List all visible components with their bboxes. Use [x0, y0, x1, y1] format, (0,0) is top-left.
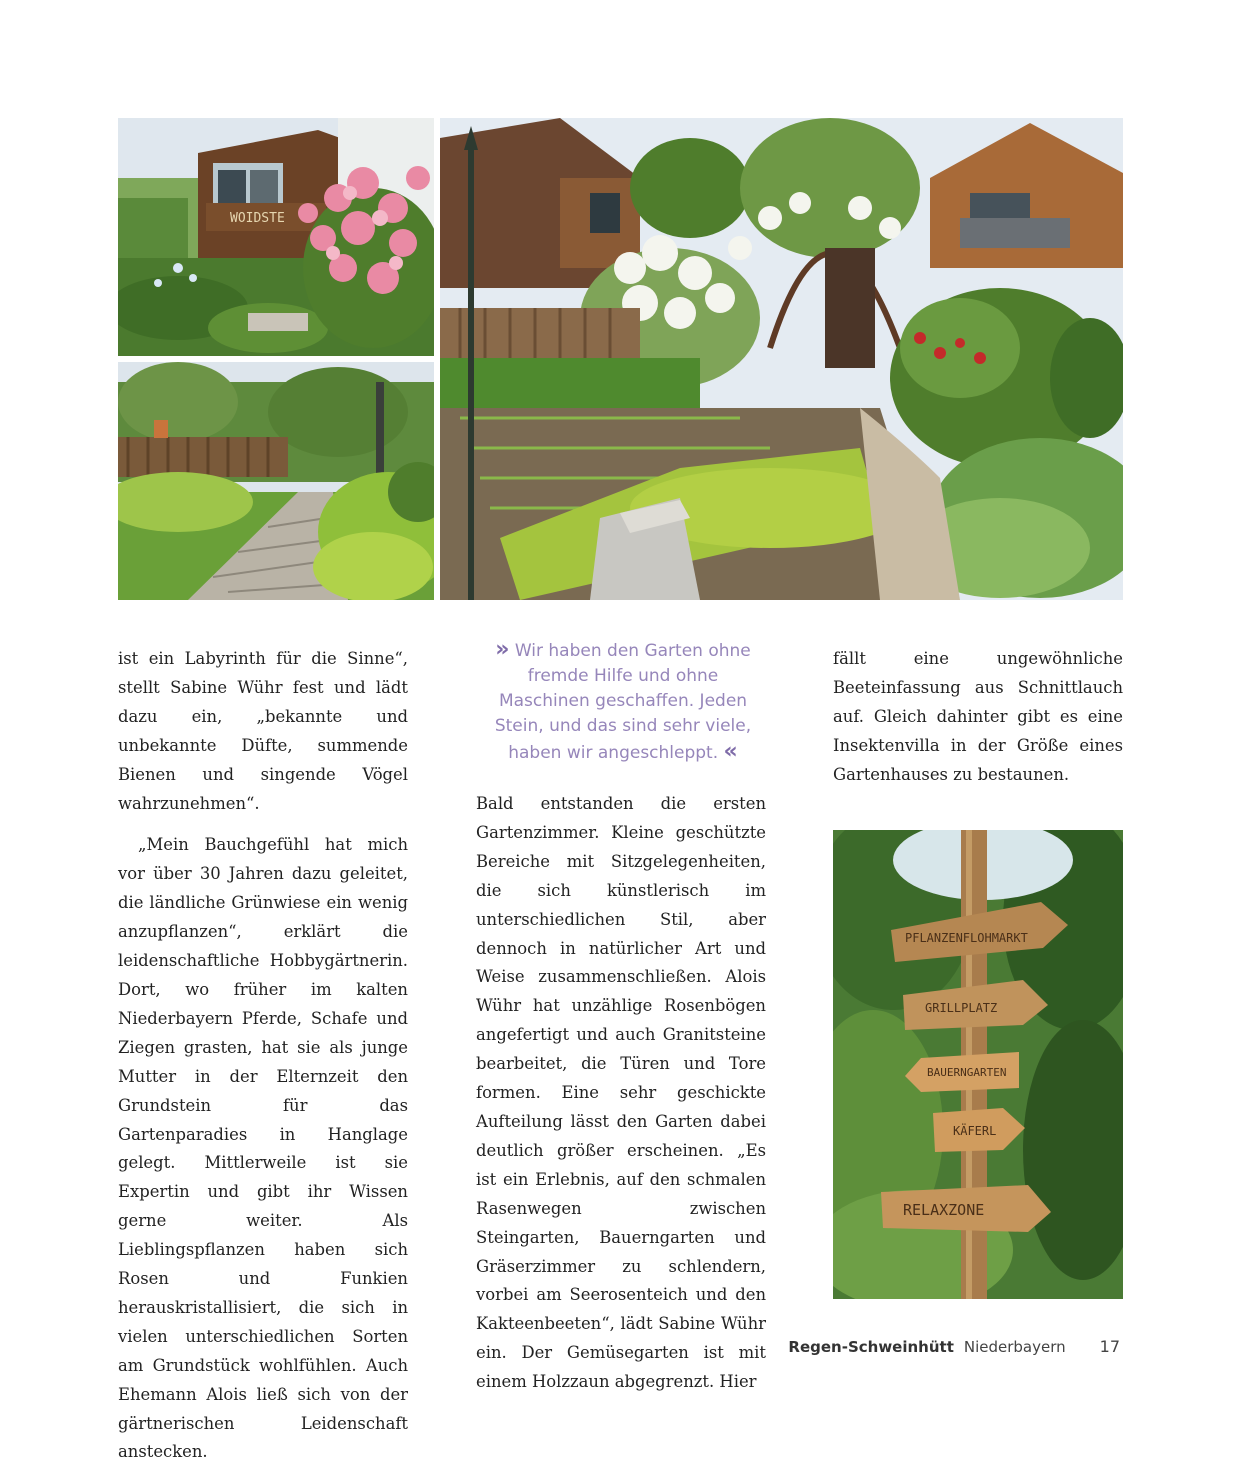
quote-close-mark: «	[723, 739, 738, 764]
house-sign-text: WOIDSTE	[230, 211, 285, 226]
col3-paragraph-1: fällt eine ungewöhnliche Beeteinfassung aus Schnittlauch auf. Gleich dahinter gibt es eine Insektenvilla in der Größe eines Gartenhauses zu bestaunen.	[833, 649, 1123, 784]
footer-place: Regen-Schweinhütt	[788, 1338, 954, 1356]
page-number: 17	[1099, 1337, 1120, 1356]
sign-board-1-text: PFLANZENFLOHMARKT	[905, 931, 1028, 945]
quote-text: Wir haben den Garten ohne fremde Hilfe und ohne Maschinen geschaffen. Jeden Stein, und das sind sehr viele, haben wir angeschleppt.	[494, 641, 752, 763]
text-column-3	[833, 645, 1123, 790]
col1-paragraph-1: ist ein Labyrinth für die Sinne“, stellt Sabine Wühr fest und lädt dazu ein, „bekannte und unbekannte Düfte, summende Bienen und singende Vögel wahrzunehmen“.	[118, 649, 408, 813]
vegetable-garden-image	[440, 118, 1123, 600]
col2-paragraph-1: Bald entstanden die ersten Gartenzimmer. Kleine geschützte Bereiche mit Sitzgelegenheiten, die sich künstlerisch im unterschiedlichen Stil, aber dennoch in natürlicher Art und Weise zusammenschließen. Alois Wühr hat unzählige Rosenbögen angefertigt und auch Granitsteine bearbeitet, die Türen und Tore formen. Eine sehr geschickte Aufteilung lässt den Garten dabei deutlich größer erscheinen. „Es ist ein Erlebnis, auf den schmalen Rasenwegen zwischen Steingarten, Bauerngarten und Gräserzimmer zu schlendern, vorbei am Seerosenteich und den Kakteenbeeten“, lädt Sabine Wühr ein. Der Gemüsegarten ist mit einem Holzzaun abgegrenzt. Hier	[476, 794, 766, 1392]
garden-house-image	[118, 118, 434, 356]
text-column-1	[118, 645, 408, 1467]
sign-board-4-text: KÄFERL	[953, 1124, 997, 1138]
sign-board-3-text: BAUERNGARTEN	[927, 1066, 1007, 1079]
signpost-image	[833, 830, 1123, 1299]
col1-paragraph-2: „Mein Bauchgefühl hat mich vor über 30 Jahren dazu geleitet, die ländliche Grünwiese ein wenig anzupflanzen“, erklärt die leidenschaftliche Hobbygärtnerin. Dort, wo früher im kalten Niederbayern Pferde, Schafe und Ziegen grasten, hat sie als junge Mutter in der Elternzeit den Grundstein für das Gartenparadies in Hanglage gelegt. Mittlerweile ist sie Expertin und gibt ihr Wissen gerne weiter. Als Lieblingspflanzen haben sich Rosen und Funkien herauskristallisiert, die sich in vielen unterschiedlichen Sorten am Grundstück wohlfühlen. Auch Ehemann Alois ließ sich von der gärtnerischen Leidenschaft anstecken.	[118, 835, 408, 1462]
footer-region: Niederbayern	[963, 1338, 1066, 1356]
page-footer	[788, 1337, 1120, 1356]
stone-path-image	[118, 362, 434, 600]
photo-garden-house	[118, 118, 434, 356]
photo-vegetable-garden	[440, 118, 1123, 600]
quote-open-mark: »	[495, 637, 510, 662]
text-column-2	[476, 790, 766, 1397]
sign-board-5-text: RELAXZONE	[903, 1201, 985, 1219]
photo-stone-path	[118, 362, 434, 600]
photo-signpost	[833, 830, 1123, 1299]
pull-quote	[480, 637, 766, 766]
sign-board-2-text: GRILLPLATZ	[925, 1001, 998, 1015]
